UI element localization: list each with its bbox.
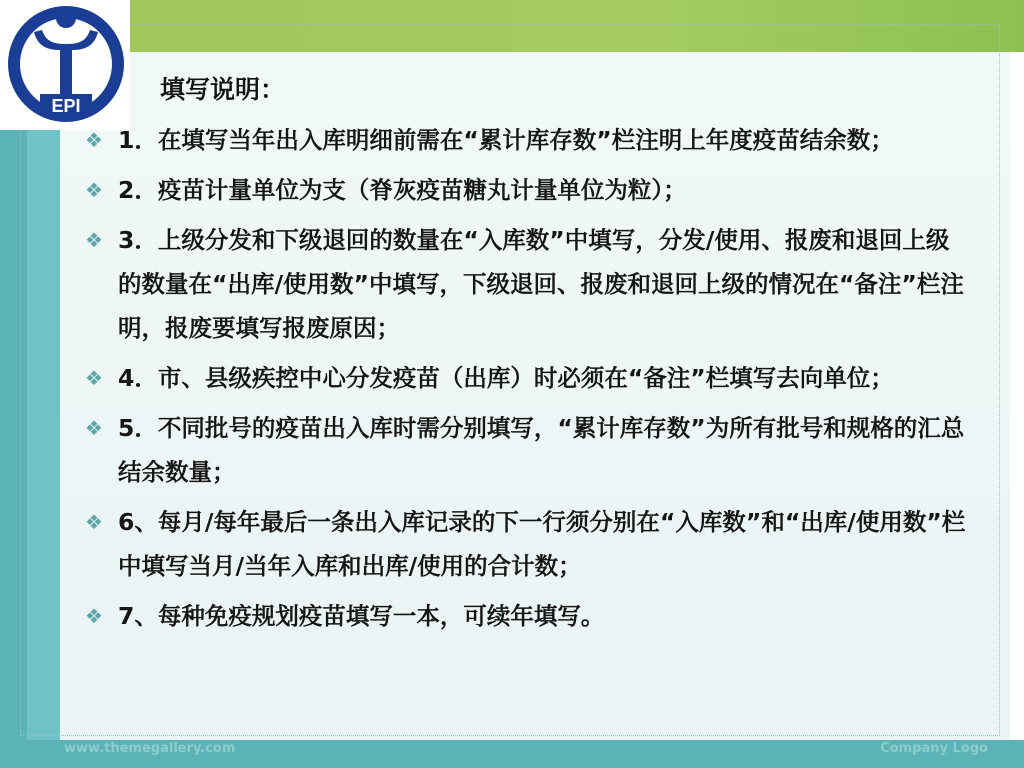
note-text: 3．上级分发和下级退回的数量在“入库数”中填写，分发/使用、报废和退回上级的数量在“出库/使用数”中填写，下级退回、报废和退回上级的情况在“备注”栏注明，报废要填写报废原因；: [118, 226, 964, 342]
page-title: 填写说明：: [160, 75, 286, 104]
epi-logo: [0, 0, 130, 130]
diamond-bullet-icon: ❖: [85, 228, 103, 252]
list-item: [82, 500, 972, 588]
diamond-bullet-icon: ❖: [85, 416, 103, 440]
note-text: 6、每月/每年最后一条出入库记录的下一行须分别在“入库数”和“出库/使用数”栏中填写当月/当年入库和出库/使用的合计数；: [118, 508, 966, 580]
diamond-bullet-icon: ❖: [85, 604, 103, 628]
footer-website: www.themegallery.com: [64, 741, 236, 756]
list-item: [82, 594, 972, 638]
list-item: [82, 168, 972, 212]
notes-list: [82, 118, 972, 644]
note-text: 1．在填写当年出入库明细前需在“累计库存数”栏注明上年度疫苗结余数；: [118, 126, 894, 154]
diamond-bullet-icon: ❖: [85, 366, 103, 390]
note-text: 4．市、县级疾控中心分发疫苗（出库）时必须在“备注”栏填写去向单位；: [118, 364, 894, 392]
footer-company-logo: Company Logo: [880, 741, 988, 756]
list-item: [82, 356, 972, 400]
diamond-bullet-icon: ❖: [85, 178, 103, 202]
logo-text: EPI: [51, 96, 81, 116]
epi-logo-icon: [4, 2, 128, 126]
note-text: 5．不同批号的疫苗出入库时需分别填写，“累计库存数”为所有批号和规格的汇总结余数量；: [118, 414, 965, 486]
list-item: [82, 218, 972, 350]
note-text: 7、每种免疫规划疫苗填写一本，可续年填写。: [118, 602, 605, 630]
list-item: [82, 118, 972, 162]
diamond-bullet-icon: ❖: [85, 128, 103, 152]
list-item: [82, 406, 972, 494]
note-text: 2．疫苗计量单位为支（脊灰疫苗糖丸计量单位为粒）；: [118, 176, 687, 204]
diamond-bullet-icon: ❖: [85, 510, 103, 534]
